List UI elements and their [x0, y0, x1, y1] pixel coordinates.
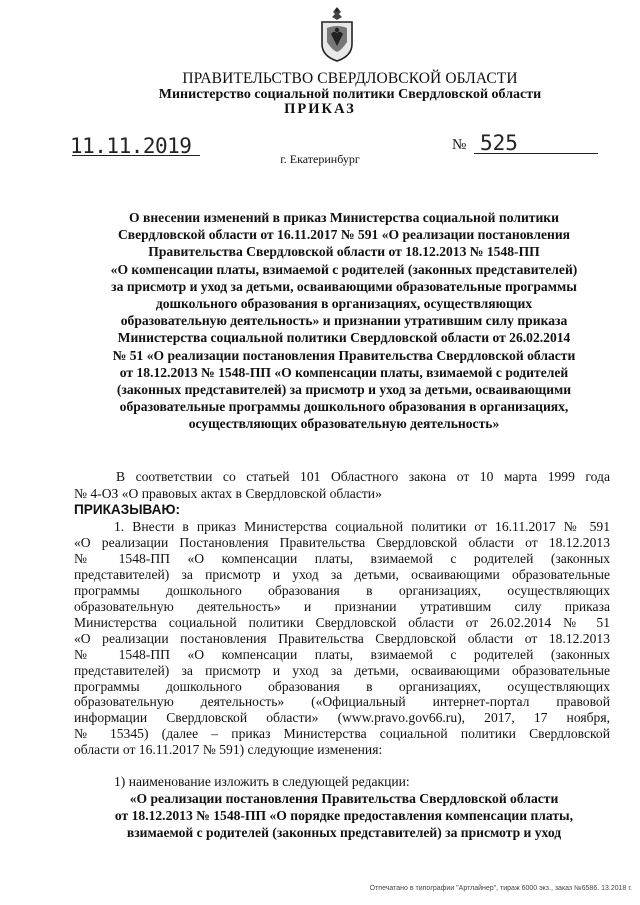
title-line: (законных представителей) за присмотр и уход за детьми, осваивающими [116, 382, 572, 398]
order-date: 11.11.2019 [70, 134, 192, 158]
order-number: 525 [480, 131, 518, 155]
government-title: ПРАВИТЕЛЬСТВО СВЕРДЛОВСКОЙ ОБЛАСТИ [182, 70, 518, 87]
city: г. Екатеринбург [280, 152, 360, 166]
body-line: программы дошкольного образования в организациях, осуществляющих [74, 582, 610, 598]
title-line: от 18.12.2013 № 1548-ПП «О компенсации платы, взимаемой с родителей [119, 364, 569, 380]
redaction-line: взимаемой с родителей (законных представителей) за присмотр и уход [126, 825, 562, 841]
body-line: информации Свердловской области» (www.pravo.gov66.ru), 2017, 17 ноября, [74, 710, 610, 726]
title-line: № 51 «О реализации постановления Правительства Свердловской области [112, 347, 576, 363]
title-line: «О компенсации платы, взимаемой с родителей (законных представителей) [110, 261, 578, 277]
title-line: Правительства Свердловской области от 18.12.2013 № 1548-ПП [148, 244, 540, 260]
order-title [66, 209, 622, 433]
body-line: Министерства социальной политики Свердловской области от 26.02.2014 № 51 [74, 614, 610, 630]
body-line: представителей) за присмотр и уход за детьми, осваивающими образовательные [74, 566, 610, 582]
body-line: № 1548-ПП «О компенсации платы, взимаемой с родителей (законных [74, 550, 610, 566]
number-sign: № [452, 137, 467, 153]
title-line: образовательную деятельность» и признании утратившим силу приказа [120, 313, 568, 329]
body-line: 1. Внести в приказ Министерства социальной политики от 16.11.2017 № 591 [114, 519, 610, 534]
intro-line: В соответствии со статьей 101 Областного закона от 10 марта 1999 года [116, 469, 610, 484]
body-line: № 15345) (далее – приказ Министерства социальной политики Свердловской [74, 726, 610, 742]
title-line: дошкольного образования в организациях, осуществляющих [155, 296, 533, 312]
body-line: образовательную деятельность» и признании утратившим силу приказа [74, 598, 610, 614]
new-title-redaction [66, 790, 622, 842]
body-line: программы дошкольного образования в организациях, осуществляющих [74, 678, 610, 694]
redaction-line: «О реализации постановления Правительства Свердловской области [129, 791, 559, 806]
document-type: ПРИКАЗ [284, 101, 356, 117]
body-line: «О реализации Постановления Правительства Свердловской области от 18.12.2013 [74, 534, 610, 550]
coat-of-arms-emblem [318, 6, 356, 62]
prikazyvayu-heading: ПРИКАЗЫВАЮ: [74, 502, 181, 517]
title-line: за присмотр и уход за детьми, осваивающими образовательные программы [111, 278, 577, 294]
ministry-title: Министерство социальной политики Свердловской области [158, 87, 542, 102]
intro-paragraph [74, 469, 610, 502]
body-line: представителей) за присмотр и уход за детьми, осваивающими образовательные [74, 662, 610, 678]
title-line: осуществляющих образовательную деятельность» [188, 416, 500, 432]
print-footer: Отпечатано в типографии "Артлайнер", тираж 6000 экз., заказ №6586. 13.2018 г. [369, 885, 632, 892]
title-line: Министерства социальной политики Свердловской области от 26.02.2014 [117, 330, 571, 346]
body-line: «О реализации постановления Правительства Свердловской области от 18.12.2013 [74, 630, 610, 646]
subpoint-1: 1) наименование изложить в следующей редакции: [114, 774, 410, 789]
body-line: образовательную деятельность» («Официальный интернет-портал правовой [74, 694, 610, 710]
body-line: № 1548-ПП «О компенсации платы, взимаемой с родителей (законных [74, 646, 610, 662]
title-line: О внесении изменений в приказ Министерства социальной политики [129, 210, 559, 225]
intro-line: № 4-ОЗ «О правовых актах в Свердловской области» [74, 485, 382, 501]
body-line: области от 16.11.2017 № 591) следующие изменения: [74, 742, 383, 758]
redaction-line: от 18.12.2013 № 1548-ПП «О порядке предоставления компенсации платы, [114, 808, 574, 824]
title-line: образовательные программы дошкольного образования в организациях, [119, 399, 569, 415]
title-line: Свердловской области от 16.11.2017 № 591 «О реализации постановления [117, 227, 571, 243]
clause-1-paragraph [74, 519, 610, 758]
